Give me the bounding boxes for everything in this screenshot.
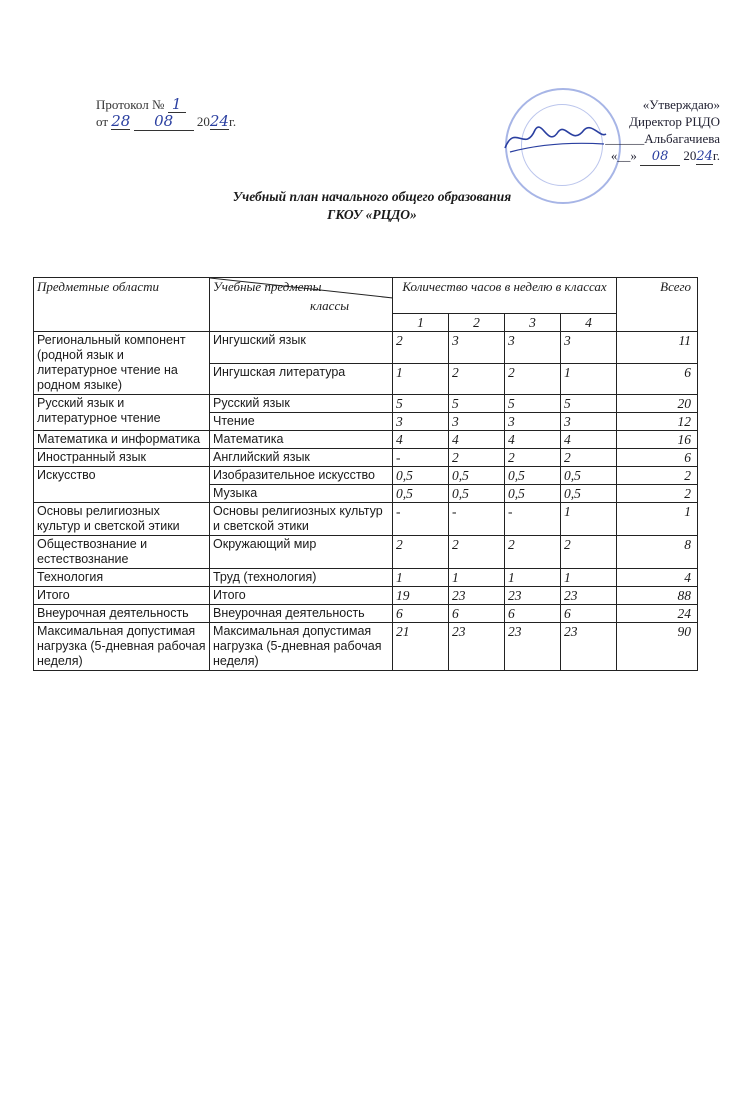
table-row <box>34 395 698 413</box>
hours-cell: 23 <box>561 623 617 671</box>
hours-cell: 1 <box>449 569 505 587</box>
total-cell: 1 <box>617 503 698 536</box>
hours-cell: 6 <box>449 605 505 623</box>
hours-cell: 3 <box>393 413 449 431</box>
subject-cell: Математика <box>210 431 393 449</box>
hours-cell: - <box>393 503 449 536</box>
area-cell: Математика и информатика <box>34 431 210 449</box>
hours-cell: 6 <box>393 605 449 623</box>
document-title <box>0 188 744 224</box>
subject-cell: Окружающий мир <box>210 536 393 569</box>
total-cell: 11 <box>617 332 698 364</box>
total-cell: 12 <box>617 413 698 431</box>
approval-month: 08 <box>640 148 680 166</box>
protocol-label: Протокол № <box>96 97 165 112</box>
protocol-number: 1 <box>168 96 186 113</box>
protocol-line <box>96 96 236 113</box>
protocol-block <box>96 96 236 131</box>
subject-cell: Изобразительное искусство <box>210 467 393 485</box>
area-cell: Русский язык и литературное чтение <box>34 395 210 431</box>
total-cell: 2 <box>617 485 698 503</box>
hours-cell: 19 <box>393 587 449 605</box>
protocol-end: г. <box>228 114 237 129</box>
table-row <box>34 605 698 623</box>
subject-cell: Чтение <box>210 413 393 431</box>
hours-cell: 0,5 <box>449 467 505 485</box>
hours-cell: 2 <box>561 536 617 569</box>
hours-cell: 5 <box>393 395 449 413</box>
hours-cell: 4 <box>449 431 505 449</box>
area-cell: Региональный компонент (родной язык и литературное чтение на родном языке) <box>34 332 210 395</box>
area-cell: Основы религиозных культур и светской этики <box>34 503 210 536</box>
grade-cell: 2 <box>449 314 505 332</box>
subject-cell: Итого <box>210 587 393 605</box>
protocol-date-line <box>96 113 236 131</box>
hours-cell: 23 <box>505 587 561 605</box>
total-cell: 88 <box>617 587 698 605</box>
hours-cell: 23 <box>505 623 561 671</box>
hours-cell: 0,5 <box>561 467 617 485</box>
header-area: Предметные области <box>34 278 210 332</box>
hours-cell: 2 <box>449 536 505 569</box>
table-row <box>34 431 698 449</box>
hours-cell: 2 <box>449 363 505 395</box>
hours-cell: 5 <box>449 395 505 413</box>
table-row <box>34 623 698 671</box>
approval-end: г. <box>712 148 720 163</box>
hours-cell: 23 <box>449 587 505 605</box>
grade-cell: 1 <box>393 314 449 332</box>
area-cell: Иностранный язык <box>34 449 210 467</box>
hours-cell: 1 <box>561 363 617 395</box>
approval-line2: Директор РЦДО <box>629 114 720 129</box>
hours-cell: 1 <box>561 569 617 587</box>
approval-block <box>520 96 720 166</box>
approval-year-prefix: 20 <box>683 148 697 163</box>
subject-cell: Максимальная допустимая нагрузка (5-дневная рабочая неделя) <box>210 623 393 671</box>
hours-cell: 1 <box>393 363 449 395</box>
subject-cell: Английский язык <box>210 449 393 467</box>
total-cell: 8 <box>617 536 698 569</box>
protocol-day: 28 <box>111 112 131 130</box>
total-cell: 4 <box>617 569 698 587</box>
hours-cell: 23 <box>561 587 617 605</box>
area-cell: Технология <box>34 569 210 587</box>
hours-cell: 2 <box>393 536 449 569</box>
hours-cell: 2 <box>505 363 561 395</box>
subject-cell: Внеурочная деятельность <box>210 605 393 623</box>
header-subjects-cell <box>210 278 393 332</box>
hours-cell: 6 <box>561 605 617 623</box>
hours-cell: 3 <box>505 413 561 431</box>
approval-date-line <box>520 147 720 166</box>
table-row <box>34 569 698 587</box>
hours-cell: 0,5 <box>505 467 561 485</box>
protocol-month: 08 <box>154 112 174 130</box>
area-cell: Внеурочная деятельность <box>34 605 210 623</box>
hours-cell: 2 <box>449 449 505 467</box>
title-line2: ГКОУ «РЦДО» <box>327 207 417 222</box>
approval-year: 24 <box>696 149 713 164</box>
table-row <box>34 587 698 605</box>
total-cell: 20 <box>617 395 698 413</box>
hours-cell: 2 <box>505 449 561 467</box>
hours-cell: 3 <box>449 413 505 431</box>
hours-cell: 1 <box>561 503 617 536</box>
hours-cell: - <box>393 449 449 467</box>
hours-cell: 0,5 <box>393 485 449 503</box>
hours-cell: 2 <box>393 332 449 364</box>
protocol-from: от <box>96 114 109 129</box>
table-row <box>34 467 698 485</box>
curriculum-table <box>33 277 698 671</box>
area-cell: Итого <box>34 587 210 605</box>
approval-line3: ______Альбагачиева <box>605 131 720 146</box>
table-row <box>34 536 698 569</box>
protocol-month-blank <box>134 113 194 131</box>
subject-cell: Ингушский язык <box>210 332 393 364</box>
approval-open: «__» <box>610 148 637 163</box>
hours-cell: 0,5 <box>561 485 617 503</box>
header-classes: классы <box>310 298 350 313</box>
hours-cell: 5 <box>561 395 617 413</box>
total-cell: 6 <box>617 449 698 467</box>
area-cell: Максимальная допустимая нагрузка (5-дневная рабочая неделя) <box>34 623 210 671</box>
header-total: Всего <box>617 278 698 332</box>
hours-cell: 23 <box>449 623 505 671</box>
total-cell: 6 <box>617 363 698 395</box>
subject-cell: Ингушская литература <box>210 363 393 395</box>
hours-cell: 4 <box>393 431 449 449</box>
table-header-row <box>34 278 698 314</box>
hours-cell: 5 <box>505 395 561 413</box>
hours-cell: 6 <box>505 605 561 623</box>
table-row <box>34 449 698 467</box>
total-cell: 2 <box>617 467 698 485</box>
hours-cell: 1 <box>505 569 561 587</box>
hours-cell: 0,5 <box>449 485 505 503</box>
hours-cell: 0,5 <box>393 467 449 485</box>
area-cell: Обществознание и естествознание <box>34 536 210 569</box>
hours-cell: 2 <box>505 536 561 569</box>
table-row <box>34 332 698 364</box>
hours-cell: 21 <box>393 623 449 671</box>
hours-cell: 3 <box>449 332 505 364</box>
area-cell: Искусство <box>34 467 210 503</box>
total-cell: 90 <box>617 623 698 671</box>
hours-cell: 1 <box>393 569 449 587</box>
hours-cell: 3 <box>505 332 561 364</box>
subject-cell: Труд (технология) <box>210 569 393 587</box>
header-subjects: Учебные предметы <box>213 279 322 294</box>
subject-cell: Русский язык <box>210 395 393 413</box>
table-row <box>34 503 698 536</box>
hours-cell: 4 <box>561 431 617 449</box>
hours-cell: 4 <box>505 431 561 449</box>
title-line1: Учебный план начального общего образования <box>232 189 512 204</box>
hours-cell: - <box>505 503 561 536</box>
hours-cell: 3 <box>561 413 617 431</box>
subject-cell: Музыка <box>210 485 393 503</box>
hours-cell: 3 <box>561 332 617 364</box>
hours-cell: - <box>449 503 505 536</box>
grade-cell: 3 <box>505 314 561 332</box>
grade-cell: 4 <box>561 314 617 332</box>
protocol-year: 24 <box>209 112 229 130</box>
protocol-year-prefix: 20 <box>196 114 210 129</box>
hours-cell: 0,5 <box>505 485 561 503</box>
header-hours: Количество часов в неделю в классах <box>393 278 617 314</box>
total-cell: 24 <box>617 605 698 623</box>
hours-cell: 2 <box>561 449 617 467</box>
total-cell: 16 <box>617 431 698 449</box>
subject-cell: Основы религиозных культур и светской этики <box>210 503 393 536</box>
approval-line1: «Утверждаю» <box>642 97 720 112</box>
